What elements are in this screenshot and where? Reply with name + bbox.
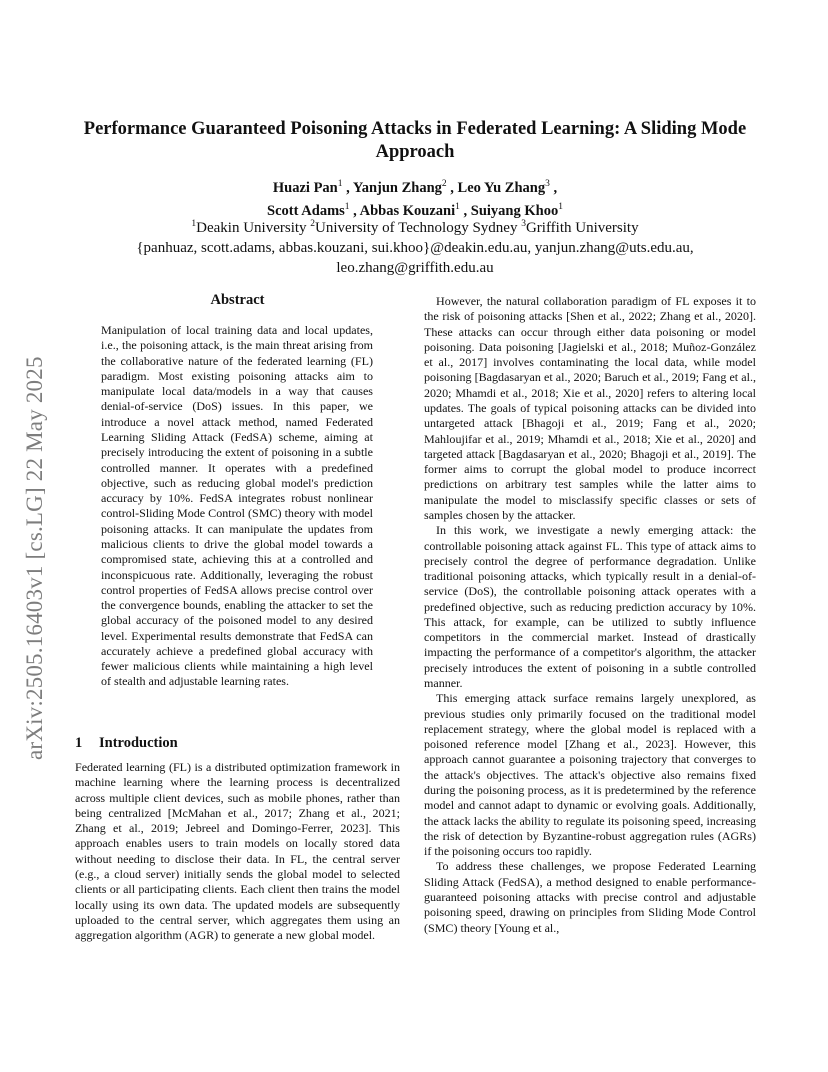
arxiv-identifier: arXiv:2505.16403v1 [cs.LG] 22 May 2025	[22, 356, 47, 760]
author-affiliation-mark: 1	[558, 202, 563, 213]
affiliation-line	[60, 214, 770, 238]
paper-title: Performance Guaranteed Poisoning Attacks in Federated Learning: A Sliding Mode Approach	[83, 119, 747, 162]
author-name: Suiyang Khoo	[470, 203, 559, 220]
right-column	[424, 294, 756, 936]
affiliation-name: Griffith University	[525, 220, 639, 236]
author-affiliation-mark: 1	[455, 202, 460, 213]
introduction-body	[75, 760, 400, 943]
affiliation-name: University of Technology Sydney	[315, 220, 522, 236]
affiliation-name: Deakin University	[196, 220, 311, 236]
author-affiliation-mark: 2	[441, 179, 447, 189]
abstract-body	[101, 323, 373, 690]
author-name: Huazi Pan	[272, 179, 338, 196]
author-name: Abbas Kouzani	[359, 203, 456, 220]
paragraph: In this work, we investigate a newly emerging attack: the controllable poisoning attack against FL. This type of attack aims to precisely control the degree of performance degradation. Unlike traditional poisoning attacks, which typically result in a denial-of-service (DoS), the controllable poisoning attack operates with a predefined objective, such as reducing prediction accuracy by 10%. This attack, for example, can be utilized to subtly influence competitors in the commercial market. Instead of drastically impacting the performance of a competitor's algorithm, the attacker precisely introduces the extent of poisoning in a subtle controlled manner.	[424, 523, 756, 691]
author-affiliation-mark: 1	[344, 202, 350, 213]
affiliation-mark: 1	[191, 219, 197, 229]
author-name: Leo Yu Zhang	[457, 179, 546, 196]
abstract-heading: Abstract	[210, 292, 265, 308]
email-line: leo.zhang@griffith.edu.au	[336, 260, 494, 276]
paragraph: Federated learning (FL) is a distributed optimization framework in machine learning where the learning process is decentralized across multiple client devices, such as mobile phones, rather than being centralized [McMahan et al., 2017; Zhang et al., 2021; Zhang et al., 2019; Jebreel and Domingo-Ferrer, 2023]. This approach enables users to train models on locally stored data without needing to disclose their data. In FL, the central server (e.g., a cloud server) initially sends the global model to selected clients or all participating clients. Each client then trains the model locally using its own data. The updated models are subsequently uploaded to the central server, which aggregates them using an aggregation algorithm (AGR) to generate a new global model.	[75, 760, 400, 943]
paragraph: To address these challenges, we propose Federated Learning Sliding Attack (FedSA), a method designed to enable performance-guaranteed poisoning attacks with precise control and adjustable poisoning speed, drawing on principles from Sliding Mode Control (SMC) theory [Young et al.,	[424, 859, 756, 935]
author-list: Huazi Pan$^1$ , Yanjun Zhang$^2$ , Leo Yu Zhang$^3$ , Scott Adams$^1$ , Abbas Kouzani$^1$ , Suiyang Khoo$^1$	[267, 179, 563, 220]
author-name: Yanjun Zhang	[352, 179, 442, 196]
paragraph: However, the natural collaboration paradigm of FL exposes it to the risk of poisoning attacks [Shen et al., 2022; Zhang et al., 2020]. These attacks can occur through either data poisoning or model poisoning. Data poisoning [Jagielski et al., 2018; Muñoz-González et al., 2017] involves contaminating the local data, while model poisoning [Bagdasaryan et al., 2020; Baruch et al., 2019; Fang et al., 2020; Mhamdi et al., 2018; Xie et al., 2020] refers to altering local updates. The goals of typical poisoning attacks can be divided into untargeted attack [Bhagoji et al., 2019; Fang et al., 2020; Mahloujifar et al., 2019; Mhamdi et al., 2018; Xie et al., 2020] and targeted attack [Bagdasaryan et al., 2020; Bhagoji et al., 2019]. The former aims to corrupt the global model to produce incorrect predictions on arbitrary test samples while the latter aims to manipulate the model to misclassify specific classes or sets of samples chosen by the attacker.	[424, 294, 756, 522]
email-line: {panhuaz, scott.adams, abbas.kouzani, sui.khoo}@deakin.edu.au, yanjun.zhang@uts.edu.au,	[136, 240, 694, 256]
section-heading	[75, 735, 178, 752]
affiliations	[60, 214, 770, 278]
author-affiliation-mark: 3	[545, 179, 550, 189]
author-affiliation-mark: 1	[337, 179, 343, 189]
paragraph: This emerging attack surface remains largely unexplored, as previous studies only primarily focused on the traditional model replacement strategy, where the global model is replaced with a poisoned reference model [Zhang et al., 2023]. However, this approach cannot guarantee a poisoning trajectory that converges to the attack's objectives. The attack's objective also remains fixed during the poisoning process, as it is predetermined by the reference model and cannot adapt to dynamic or evolving goals. Additionally, the attack lacks the ability to regulate its poisoning speed, increasing the risk of detection by Byzantine-robust aggregation rules (AGRs) if the poisoning occurs too rapidly.	[424, 691, 756, 859]
section-number: 1	[75, 735, 83, 751]
affiliation-mark: 3	[521, 219, 526, 229]
section-title: Introduction	[99, 735, 178, 751]
affiliation-mark: 2	[310, 219, 316, 229]
author-name: Scott Adams	[267, 203, 345, 220]
abstract-text: Manipulation of local training data and local updates, i.e., the poisoning attack, is the main threat arising from the collaborative nature of the federated learning (FL) paradigm. Most existing poisoning attacks aim to manipulate local data/models in a way that causes denial-of-service (DoS) issues. In this paper, we introduce a novel attack method, named Federated Learning Sliding Attack (FedSA) scheme, aiming at precisely introducing the extent of poisoning in a subtle controlled manner. It operates with a predefined objective, such as reducing global model's prediction accuracy by 10%. FedSA integrates robust nonlinear control-Sliding Mode Control (SMC) theory with model poisoning attacks. It can manipulate the updates from malicious clients to drive the global model towards a compromised state, achieving this at a controlled and inconspicuous rate. Additionally, leveraging the robust control properties of FedSA allows precise control over the convergence bounds, enabling the attacker to set the global accuracy of the poisoned model to any desired level. Experimental results demonstrate that FedSA can accurately achieve a predefined global accuracy with fewer malicious clients while maintaining a high level of stealth and adjustable learning rates.	[101, 323, 373, 689]
